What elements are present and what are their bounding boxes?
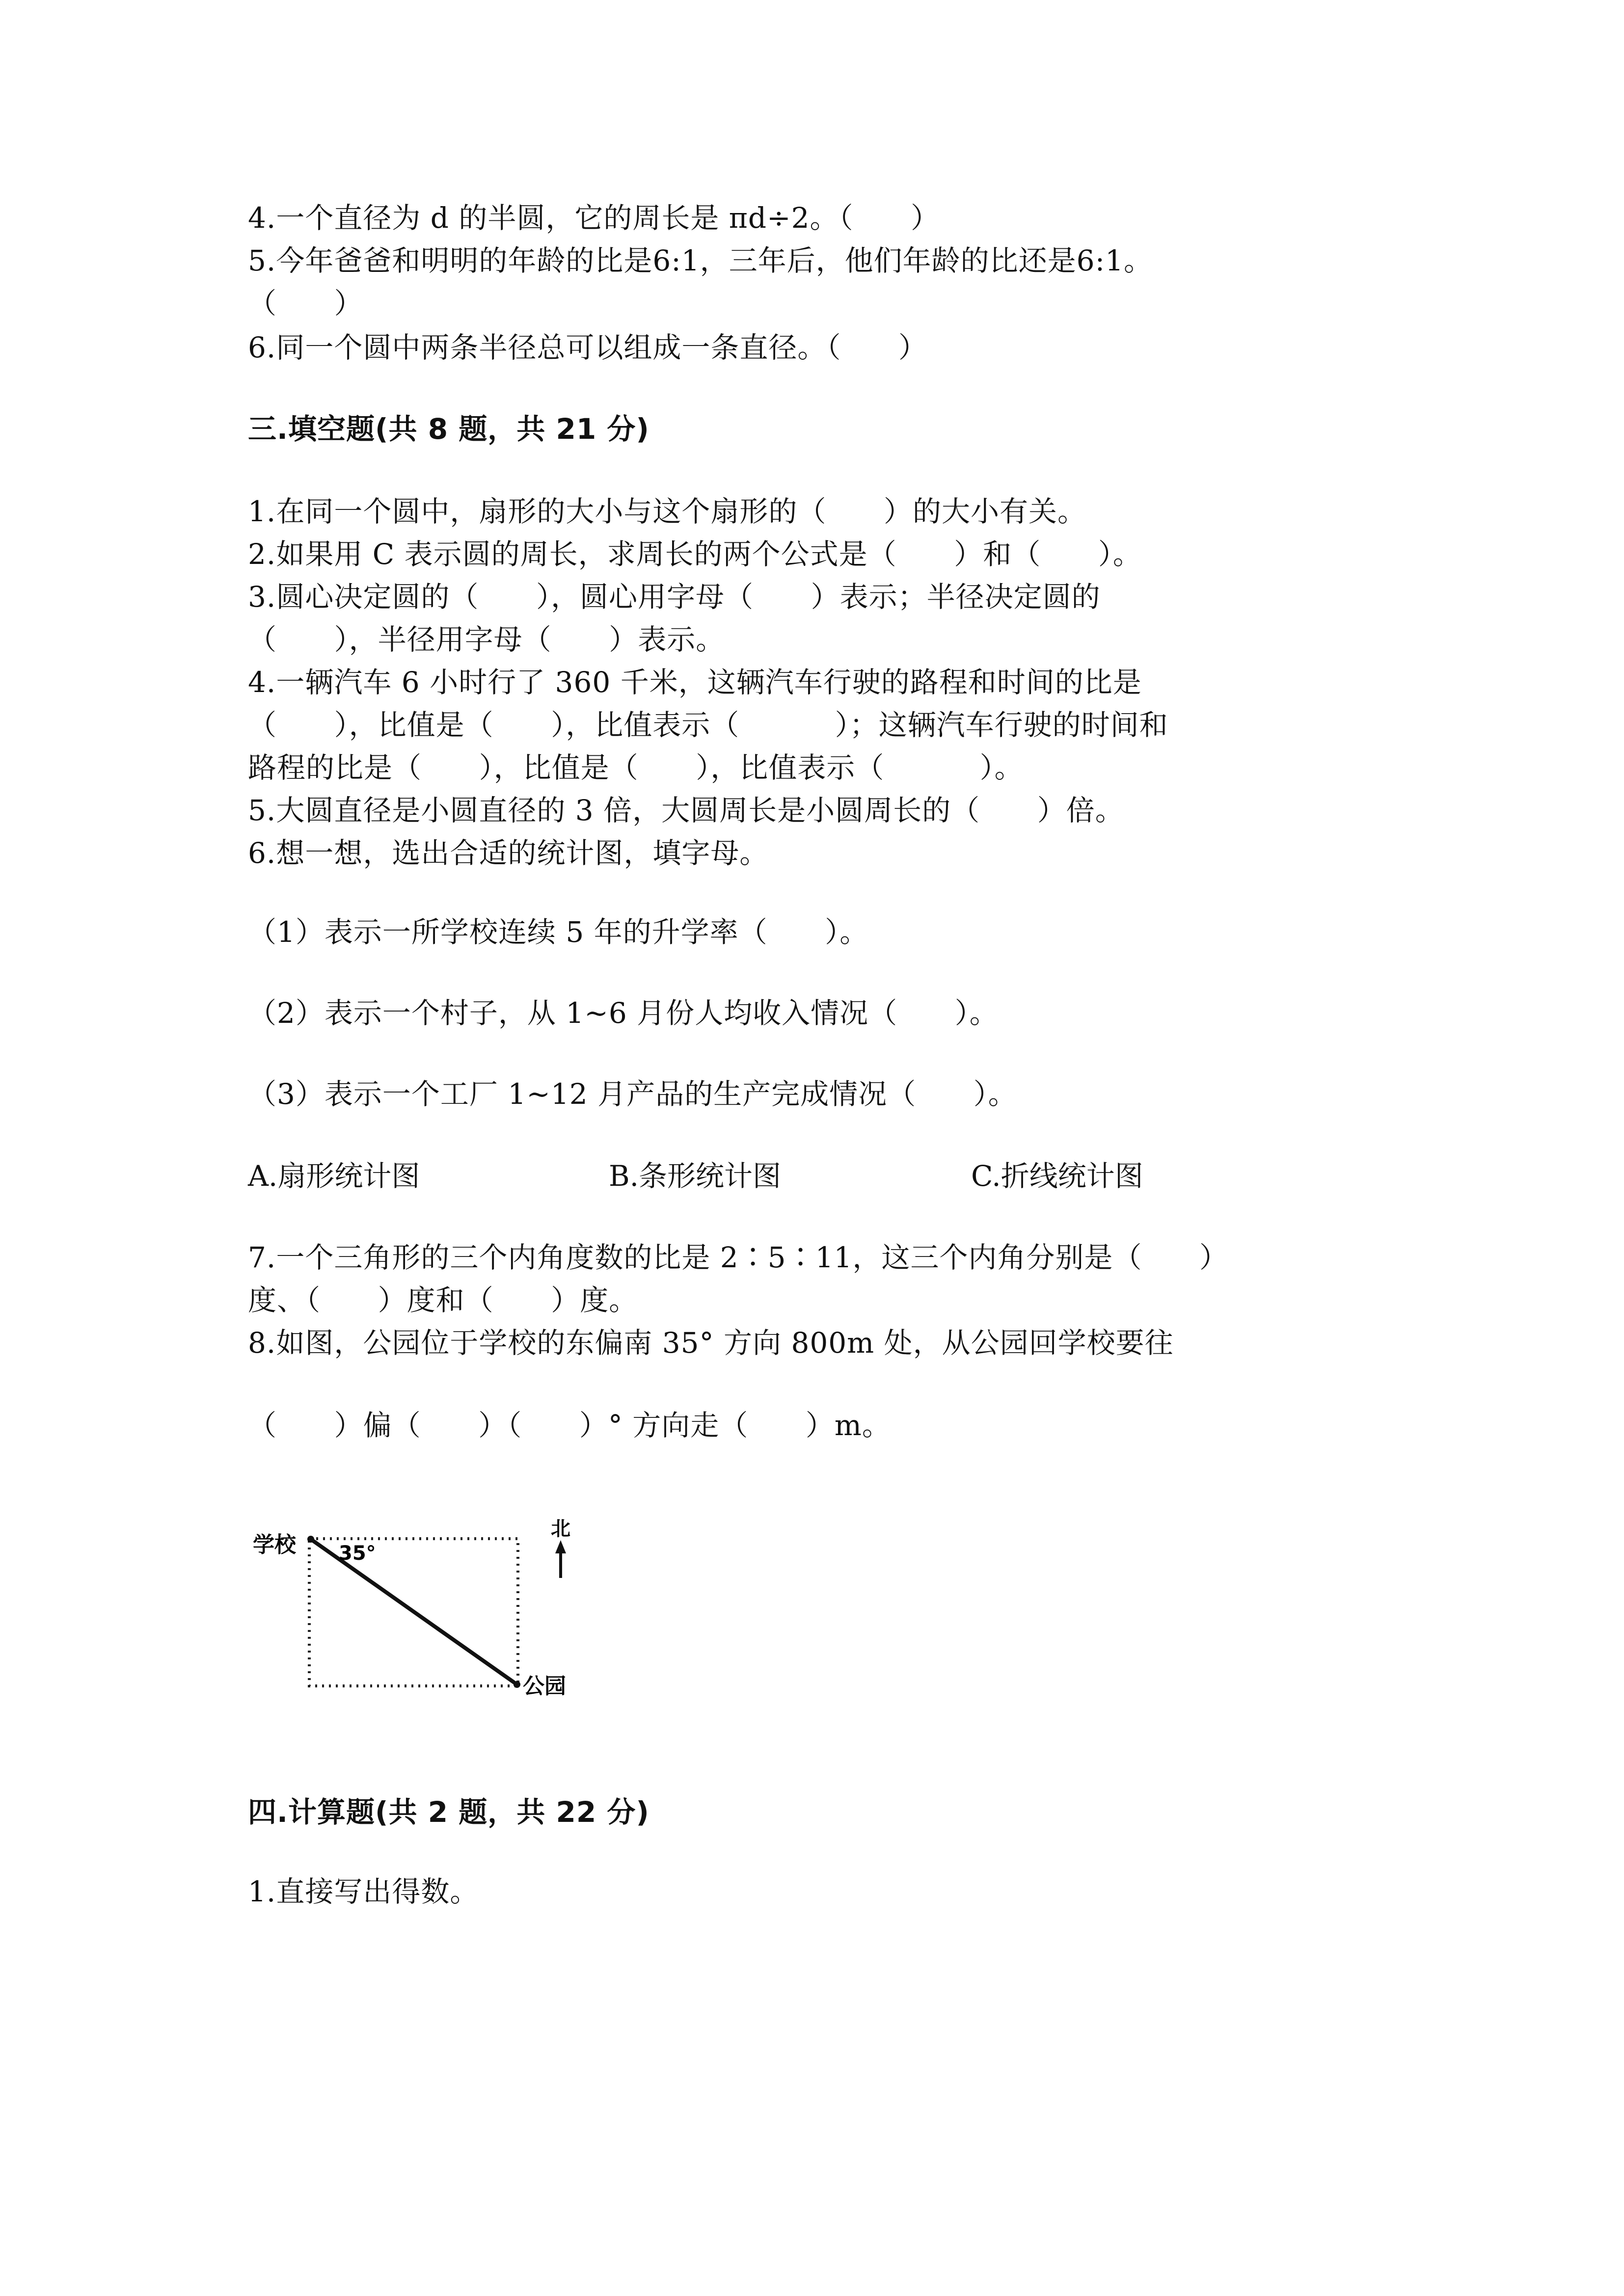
question-2-4: 4.一个直径为 d 的半圆，它的周长是 πd÷2。（ ）: [248, 201, 940, 235]
question-3-5: 5.大圆直径是小圆直径的 3 倍，大圆周长是小圆周长的（ ）倍。: [248, 794, 1124, 827]
school-label: 学校: [253, 1532, 296, 1557]
angle-label: 35°: [339, 1542, 376, 1565]
choice-a: A.扇形统计图: [248, 1159, 420, 1193]
section-4-heading: 四.计算题(共 2 题，共 22 分): [248, 1795, 650, 1829]
north-label: 北: [551, 1518, 570, 1540]
question-3-8: 8.如图，公园位于学校的东偏南 35° 方向 800m 处，从公园回学校要往: [248, 1326, 1174, 1360]
question-3-4-cont1: （ ），比值是（ ），比值表示（ ）；这辆汽车行驶的时间和: [248, 708, 1168, 742]
direction-diagram: [248, 1507, 592, 1713]
question-3-7: 7.一个三角形的三个内角度数的比是 2∶5∶11，这三个内角分别是（ ）: [248, 1241, 1229, 1274]
question-3-6: 6.想一想，选出合适的统计图，填字母。: [248, 836, 769, 870]
choice-b: B.条形统计图: [609, 1159, 782, 1193]
question-4-1: 1.直接写出得数。: [248, 1875, 479, 1908]
park-label: 公园: [523, 1674, 566, 1699]
question-3-4: 4.一辆汽车 6 小时行了 360 千米，这辆汽车行驶的路程和时间的比是: [248, 666, 1142, 699]
question-3-1: 1.在同一个圆中，扇形的大小与这个扇形的（ ）的大小有关。: [248, 495, 1086, 528]
question-3-6-sub3: （3）表示一个工厂 1~12 月产品的生产完成情况（ ）。: [248, 1077, 1017, 1111]
section-3-heading: 三.填空题(共 8 题，共 21 分): [248, 412, 650, 446]
choice-c: C.折线统计图: [971, 1159, 1143, 1193]
question-2-5: 5.今年爸爸和明明的年龄的比是6:1，三年后，他们年龄的比还是6:1。: [248, 244, 1153, 277]
question-3-2: 2.如果用 C 表示圆的周长，求周长的两个公式是（ ）和（ ）。: [248, 537, 1142, 571]
north-arrow-icon: [555, 1540, 566, 1578]
question-3-6-sub2: （2）表示一个村子，从 1~6 月份人均收入情况（ ）。: [248, 996, 999, 1030]
question-3-8-cont: （ ）偏（ ）（ ）° 方向走（ ）m。: [248, 1409, 891, 1442]
question-3-7-cont: 度、（ ）度和（ ）度。: [248, 1283, 638, 1317]
question-3-6-sub1: （1）表示一所学校连续 5 年的升学率（ ）。: [248, 915, 869, 949]
question-3-3-cont: （ ），半径用字母（ ）表示。: [248, 623, 725, 656]
question-2-5-answer: （ ）: [248, 287, 363, 320]
question-3-3: 3.圆心决定圆的（ ），圆心用字母（ ）表示；半径决定圆的: [248, 580, 1101, 614]
park-point: [514, 1681, 520, 1688]
school-point: [307, 1536, 314, 1543]
question-3-4-cont2: 路程的比是（ ），比值是（ ），比值表示（ ）。: [248, 751, 1024, 784]
question-2-6: 6.同一个圆中两条半径总可以组成一条直径。（ ）: [248, 331, 927, 364]
